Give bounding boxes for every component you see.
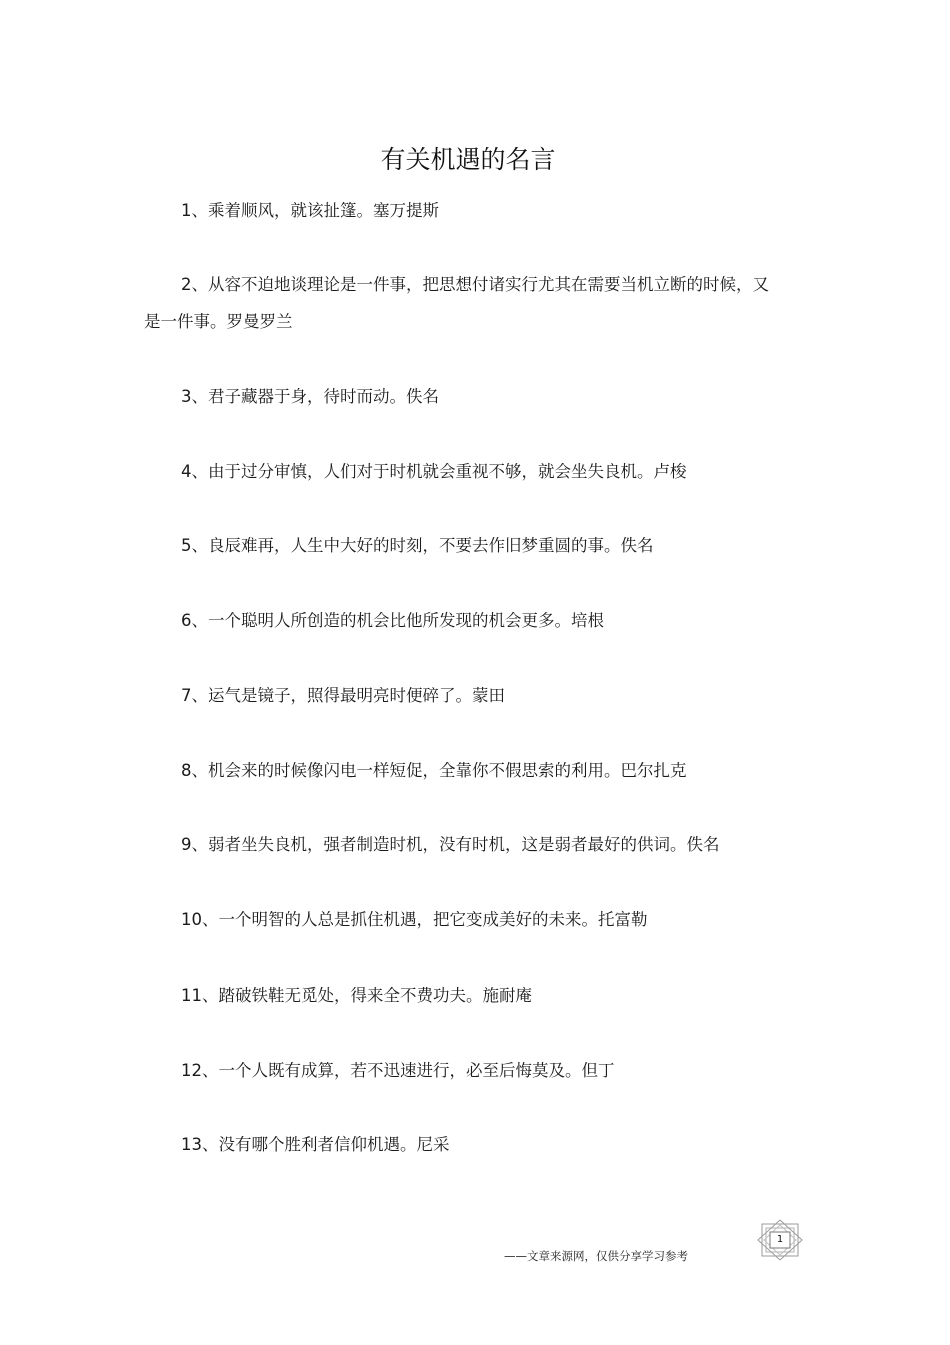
quote-item: 3、君子藏器于身，待时而动。佚名 (181, 387, 439, 406)
footer-source-note: ——文章来源网，仅供分享学习参考 (504, 1249, 688, 1263)
quote-item: 8、机会来的时候像闪电一样短促，全靠你不假思索的利用。巴尔扎克 (181, 761, 687, 780)
quote-item: 1、乘着顺风，就该扯篷。塞万提斯 (181, 201, 439, 220)
quote-item: 13、没有哪个胜利者信仰机遇。尼采 (181, 1135, 450, 1154)
quote-item: 11、踏破铁鞋无觅处，得来全不费功夫。施耐庵 (181, 986, 532, 1005)
quote-item: 7、运气是镜子，照得最明亮时便碎了。蒙田 (181, 686, 505, 705)
page-number-badge (756, 1219, 804, 1261)
quote-item: 2、从容不迫地谈理论是一件事，把思想付诸实行尤其在需要当机立断的时候，又是一件事。罗曼罗兰 (144, 275, 769, 331)
quote-item: 10、一个明智的人总是抓住机遇，把它变成美好的未来。托富勒 (181, 910, 648, 929)
quote-item: 12、一个人既有成算，若不迅速进行，必至后悔莫及。但丁 (181, 1061, 615, 1080)
quote-item: 6、一个聪明人所创造的机会比他所发现的机会更多。培根 (181, 611, 604, 630)
quote-item: 9、弱者坐失良机，强者制造时机，没有时机，这是弱者最好的供词。佚名 (181, 835, 720, 854)
page-number: 1 (776, 1234, 784, 1245)
quote-item: 5、良辰难再，人生中大好的时刻，不要去作旧梦重圆的事。佚名 (181, 536, 654, 555)
quote-item: 4、由于过分审慎，人们对于时机就会重视不够，就会坐失良机。卢梭 (181, 462, 687, 481)
page-title: 有关机遇的名言 (380, 145, 556, 174)
